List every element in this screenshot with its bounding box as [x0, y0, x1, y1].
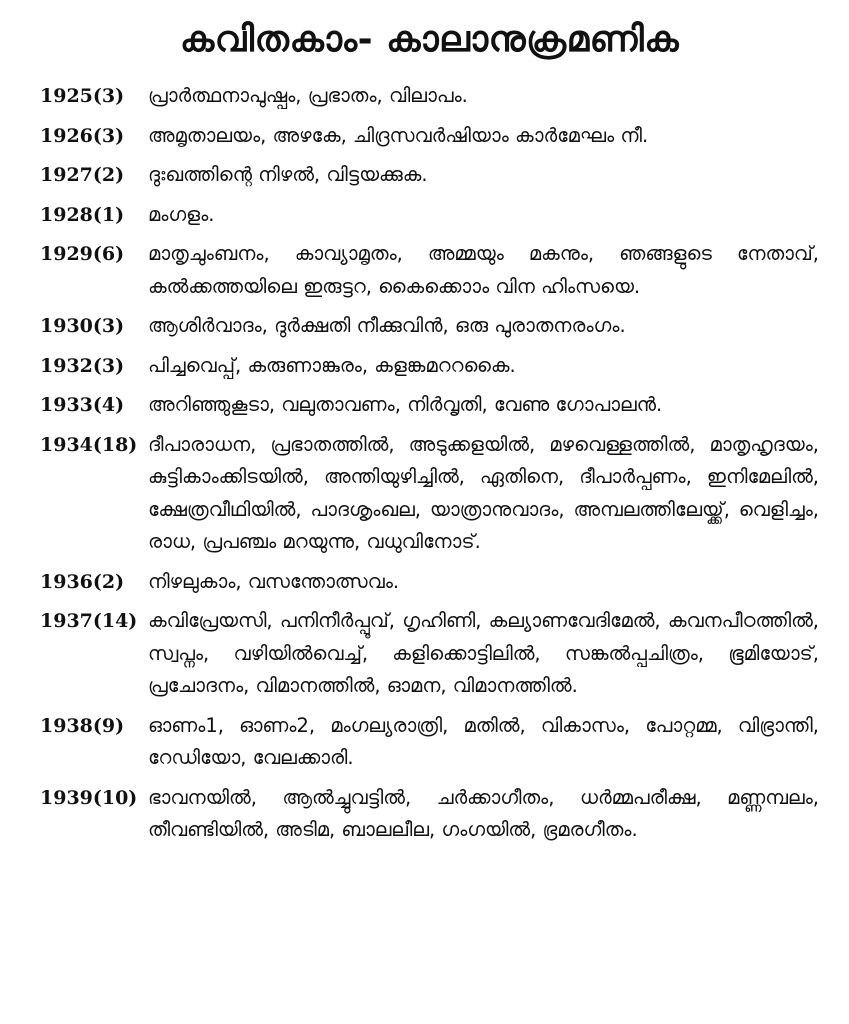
list-item	[40, 310, 819, 343]
chronology-list	[40, 80, 819, 847]
poem-titles: അറിഞ്ഞുകൂടാ, വലുതാവണം, നിർവൃതി, വേണു ഗോപാലൻ.	[148, 393, 663, 416]
page-title: കവിതകാം- കാലാനുക്രമണിക	[179, 19, 680, 60]
poem-titles: നിഴലുകാം, വസന്തോത്സവം.	[148, 569, 400, 593]
list-item	[40, 199, 819, 232]
year-label: 1926(3)	[40, 124, 125, 147]
list-item	[40, 566, 819, 599]
poem-titles: പിച്ചവെപ്പ്, കരുണാങ്കുരം, കളങ്കമററകൈ.	[148, 353, 516, 377]
poem-titles: കവിപ്രേയസി, പനിനീർപ്പൂവ്, ഗൃഹിണി, കല്യാണവേദിമേൽ, കവനപീഠത്തിൽ, സ്വപ്നം, വഴിയിൽവെച്ച്, കളിക്കൊട്ടിലിൽ, സങ്കൽപ്പചിത്രം, ഭൂമിയോട്, പ്രചോദനം, വിമാനത്തിൽ, ഓമന, വിമാനത്തിൽ.	[148, 609, 819, 697]
list-item	[40, 238, 819, 303]
poem-titles: ദീപാരാധന, പ്രഭാതത്തിൽ, അടുക്കളയിൽ, മഴവെള്ളത്തിൽ, മാതൃഹൃദയം, കുട്ടികാംക്കിടയിൽ, അന്തിയുഴിച്ചിൽ, ഏതിനെ, ദീപാർപ്പണം, ഇനിമേലിൽ, ക്ഷേത്രവീഥിയിൽ, പാദശൃംഖല, യാത്രാനുവാദം, അമ്പലത്തിലേയ്ക്ക്, വെളിച്ചം, രാധ, പ്രപഞ്ചം മറയുന്നു, വധുവിനോട്.	[148, 432, 819, 553]
year-label: 1939(10)	[40, 786, 138, 809]
list-item	[40, 605, 819, 703]
year-label: 1933(4)	[40, 394, 125, 416]
year-label: 1925(3)	[40, 85, 125, 107]
year-label: 1932(3)	[40, 354, 125, 377]
list-item	[40, 710, 819, 775]
year-label: 1929(6)	[40, 243, 125, 265]
year-label: 1930(3)	[40, 315, 125, 337]
poem-titles: മംഗളം.	[148, 202, 215, 226]
list-item	[40, 429, 819, 559]
poem-titles: പ്രാർത്ഥനാപുഷ്പം, പ്രഭാതം, വിലാപം.	[148, 84, 468, 107]
poem-titles: മാതൃചുംബനം, കാവ്യാമൃതം, അമ്മയും മകനും, ഞങ്ങളുടെ നേതാവ്, കൽക്കത്തയിലെ ഇരുട്ടറ, കൈക്കൊാം വിന ഹിംസയെ.	[148, 242, 819, 298]
list-item	[40, 120, 819, 153]
list-item	[40, 350, 819, 383]
year-label: 1927(2)	[40, 164, 125, 186]
year-label: 1936(2)	[40, 570, 125, 593]
poem-titles: ഓണം1, ഓണം2, മംഗല്യരാത്രി, മതിൽ, വികാസം, പോറ്റമ്മ, വിഭ്രാന്തി, റേഡിയോ, വേലക്കാരി.	[148, 713, 819, 769]
list-item	[40, 159, 819, 192]
poem-titles: അമൃതാലയം, അഴകേ, ചിദ്രസവർഷിയാം കാർമേഘം നീ.	[148, 123, 649, 147]
year-label: 1937(14)	[40, 610, 138, 632]
year-label: 1934(18)	[40, 433, 138, 456]
list-item	[40, 389, 819, 422]
poem-titles: ആശിർവാദം, ദുർക്ഷതി നീക്കുവിൻ, ഒരു പുരാതനരംഗം.	[148, 314, 626, 337]
year-label: 1938(9)	[40, 714, 125, 737]
list-item	[40, 80, 819, 113]
list-item	[40, 782, 819, 847]
year-label: 1928(1)	[40, 203, 125, 226]
poem-titles: ഭാവനയിൽ, ആൽച്ചുവട്ടിൽ, ചർക്കാഗീതം, ധർമ്മപരീക്ഷ, മണ്ണമ്പലം, തീവണ്ടിയിൽ, അടിമ, ബാലലീല, ഗംഗയിൽ, ഭ്രമരഗീതം.	[148, 785, 819, 841]
poem-titles: ദുഃഖത്തിന്റെ നിഴൽ, വിട്ടയക്കുക.	[148, 163, 428, 186]
